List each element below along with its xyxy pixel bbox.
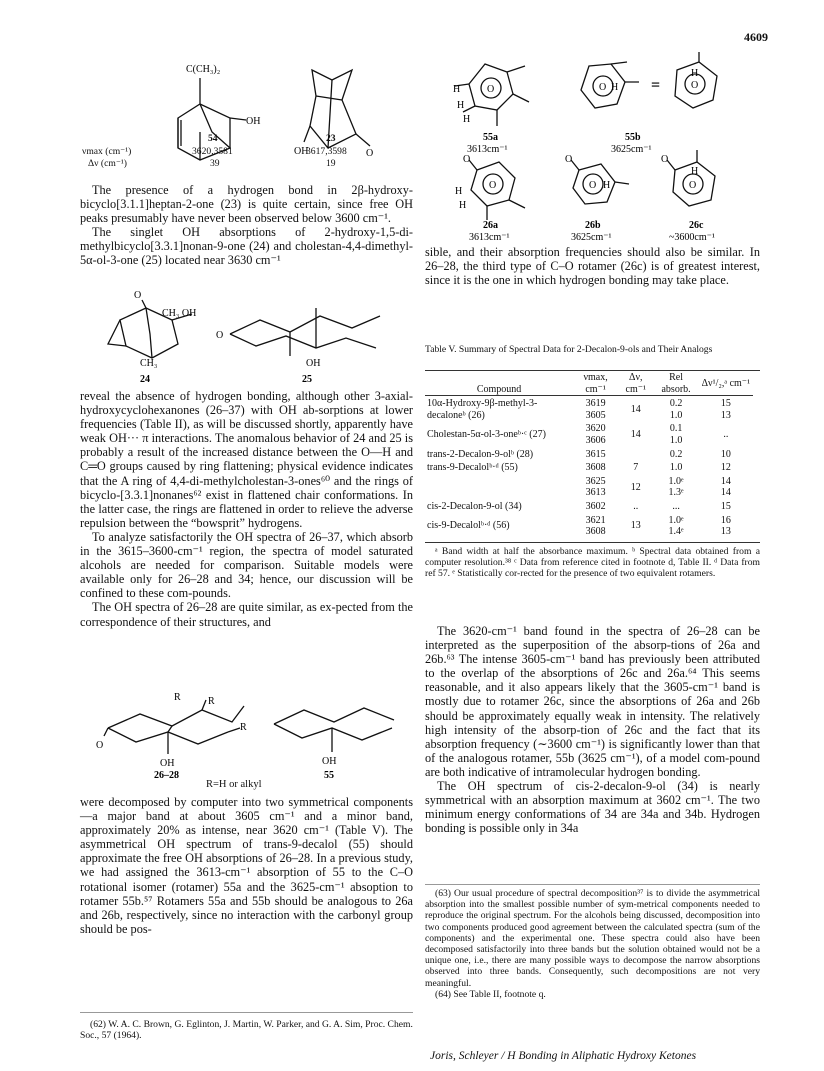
paragraph: The OH spectrum of cis-2-decalon-9-ol (34) is nearly symmetrical with an absorption maximum at 3602 cm⁻¹. The two minimum energy conformations of 34 are 34a and 34b. Hydrogen bonding is possible only in 34a bbox=[425, 779, 760, 836]
table-cell-rel bbox=[653, 396, 698, 422]
vmax-label: νmax (cm⁻¹) bbox=[82, 146, 132, 157]
label-54: 54 bbox=[208, 133, 218, 144]
label-26a: 26a bbox=[483, 220, 498, 231]
label-26c: 26c bbox=[689, 220, 704, 231]
dv-label: Δν (cm⁻¹) bbox=[88, 158, 127, 169]
right-text-block-2 bbox=[425, 624, 760, 835]
table-value: 10 bbox=[720, 448, 731, 460]
h-55a-3: H bbox=[463, 114, 471, 125]
o2-26b: O bbox=[589, 180, 597, 191]
table-cell-compound: cis-2-Decalon-9-ol (34) bbox=[427, 500, 522, 512]
table-value: 14 bbox=[720, 487, 731, 499]
table-value: 0.2 bbox=[669, 398, 683, 410]
table-cell-vmax bbox=[573, 396, 618, 422]
h-55b-2: H bbox=[691, 68, 699, 79]
freq-26c: ~3600cm⁻¹ bbox=[669, 232, 715, 240]
table-value: 3621 bbox=[585, 514, 606, 526]
table-value: 3619 bbox=[585, 398, 606, 410]
table-value: 1.3ᵉ bbox=[668, 487, 684, 499]
equals-sign: = bbox=[651, 77, 661, 94]
table-row bbox=[425, 460, 753, 474]
label-25: 25 bbox=[302, 374, 312, 385]
table-cell-vmax bbox=[573, 513, 618, 538]
table-value: 0.2 bbox=[669, 448, 683, 460]
table-value: 16 bbox=[720, 514, 731, 526]
left-text-block-3 bbox=[80, 795, 413, 936]
left-text-block-1 bbox=[80, 183, 413, 268]
table-cell-rel bbox=[653, 499, 698, 513]
fig3-caption: R=H or alkyl bbox=[206, 779, 262, 790]
table-value: ... bbox=[672, 500, 680, 512]
h-26b: H bbox=[603, 180, 611, 191]
table-cell-rel bbox=[653, 460, 698, 474]
label-26-28: 26–28 bbox=[154, 770, 179, 781]
table-cell-rel bbox=[653, 474, 698, 499]
fig1-substituent: C(CH₃)₂ bbox=[186, 64, 221, 75]
th-vmax: νmax, cm⁻¹ bbox=[583, 372, 608, 395]
label-55a: 55a bbox=[483, 132, 498, 143]
table-cell-dv: 14 bbox=[630, 403, 641, 415]
table-value: 3620 bbox=[585, 423, 606, 435]
table-value: 0.1 bbox=[669, 423, 683, 435]
table-cell-dv: 12 bbox=[630, 481, 641, 493]
footnote-64: (64) See Table II, footnote q. bbox=[435, 988, 546, 1000]
table-cell-vmax bbox=[573, 421, 618, 446]
table-row bbox=[425, 474, 753, 499]
fig2-oh-25: OH bbox=[306, 358, 321, 369]
table-value: 3605 bbox=[585, 409, 606, 421]
table-cell-dv12 bbox=[699, 421, 753, 446]
table-value: 1.0ᵉ bbox=[668, 514, 684, 526]
table-value: 1.0ᵉ bbox=[668, 475, 684, 487]
table-row bbox=[425, 513, 753, 538]
freq-26b: 3625cm⁻¹ bbox=[571, 232, 612, 240]
fig1-oh-23: OH bbox=[294, 146, 309, 157]
table-cell-dv12 bbox=[699, 460, 753, 474]
paragraph: were decomposed by computer into two symmetrical components—a major band at about 3605 cm⁻¹ and a minor band, approximately 20% as intense, near 3620 cm⁻¹ (Table V). The asymmetrical OH spectrum of trans-9-decalol (55) should approximate the free OH absorptions of 26–28. In a previous study, we had assigned the 3613-cm⁻¹ absorption of 55 to the C–O rotational isomer (rotamer) 55a and the 3625-cm⁻¹ absoption to rotamer 55b.⁵⁷ Rotamers 55a and 55b should be analogous to 26a and 26b, respectively, since no interaction with the carbonyl group should be pos- bbox=[80, 795, 413, 936]
th-dv12: Δν¹/₂,ᵃ cm⁻¹ bbox=[701, 377, 751, 389]
table-cell-dv: 14 bbox=[630, 429, 641, 441]
paragraph: reveal the absence of hydrogen bonding, although other 3-axial-hydroxycyclohexanones (26–37) with OH ab-sorptions at lower frequencies (Table II), as will be discussed shortly, apparently have weak OH··· π interactions. The anomalous behavior of 24 and 25 is probably a result of the increased distance between the O—H and C═O groups caused by ring flattening; physical evidence indicates that the A ring of 4,4-di-methylcholestan-3-ones⁶⁰ and the rings of bicyclo-[3.3.1]nonanes⁶² exist in flattened chair conformations. In the latter case, the rings are flattened in order to relieve the adverse repulsion between the “bowsprit” hydrogens. bbox=[80, 389, 413, 530]
table-row bbox=[425, 396, 753, 422]
table-cell-dv12 bbox=[699, 396, 753, 422]
h-55b: H bbox=[611, 82, 619, 93]
table-value: 13 bbox=[720, 409, 731, 421]
o2-26a: O bbox=[489, 180, 497, 191]
paragraph: The presence of a hydrogen bond in 2β-hydroxy-bicyclo[3.1.1]heptan-2-one (23) is quite certain, since free OH peaks presumably have never been observed below 3600 cm⁻¹. bbox=[80, 183, 413, 226]
o-55a: O bbox=[487, 84, 495, 95]
table-value: 3606 bbox=[585, 434, 606, 446]
o-26b: O bbox=[565, 154, 573, 165]
figure-rotamers bbox=[425, 52, 760, 240]
table-cell-compound: trans-2-Decalon-9-olᵇ (28) bbox=[427, 448, 534, 460]
dv-23: 19 bbox=[326, 158, 336, 169]
freq-26a: 3613cm⁻¹ bbox=[469, 232, 510, 240]
fig3-o: O bbox=[96, 740, 104, 751]
table-value: 13 bbox=[720, 526, 731, 538]
table-value: 3608 bbox=[585, 462, 606, 474]
dv-54: 39 bbox=[210, 158, 220, 169]
o-55b: O bbox=[599, 82, 607, 93]
figure-54-23 bbox=[80, 56, 410, 178]
fig2-o-25: O bbox=[216, 330, 224, 341]
table-value: .. bbox=[723, 429, 729, 441]
th-compound: Compound bbox=[476, 383, 522, 395]
table-cell-vmax bbox=[573, 460, 618, 474]
label-55b: 55b bbox=[625, 132, 641, 143]
table-cell-dv: .. bbox=[633, 500, 639, 512]
footnote-rule-right bbox=[425, 884, 760, 885]
h-26c: H bbox=[691, 166, 699, 177]
o-26c: O bbox=[661, 154, 669, 165]
table-cell-dv12 bbox=[699, 499, 753, 513]
paragraph: The OH spectra of 26–28 are quite similar, as ex-pected from the correspondence of their structures, and bbox=[80, 600, 413, 629]
figure-24-25 bbox=[80, 286, 413, 386]
fig3-r3: R bbox=[240, 722, 247, 733]
label-24: 24 bbox=[140, 374, 150, 385]
vmax-23: 3617,3598 bbox=[306, 146, 347, 157]
vmax-54: 3620,3581 bbox=[192, 146, 233, 157]
fig1-o-23: O bbox=[366, 148, 374, 159]
fig2-o-24: O bbox=[134, 290, 142, 301]
table-rule-top bbox=[425, 370, 760, 371]
label-23: 23 bbox=[326, 133, 336, 144]
table-cell-vmax bbox=[573, 447, 618, 461]
table-v bbox=[425, 372, 753, 538]
table-cell-dv12 bbox=[699, 513, 753, 538]
th-dv: Δν, cm⁻¹ bbox=[625, 372, 647, 395]
table-value: 14 bbox=[720, 475, 731, 487]
th-rel: Rel absorb. bbox=[661, 372, 691, 395]
table-cell-vmax bbox=[573, 499, 618, 513]
footnote-63: (63) Our usual procedure of spectral decomposition³⁷ is to divide the asymmetrical absorption into the smallest possible number of sym-metrical components needed to reproduce the original spectrum. For the alcohols being discussed, decomposition into two components produced good agreement between the calculated spectra (sum of the components) and the experimental one. These spectra could also have been decomposed satisfactorily into three bands but the solution obtained would not be a unique one, i.e., there are many possible ways to decompose the narrow absorptions observed into three bands. Consequently, such decompositions are not very meaningful. bbox=[425, 888, 760, 989]
table-cell-dv bbox=[618, 447, 653, 461]
table-value: 15 bbox=[720, 398, 731, 410]
page-number: 4609 bbox=[744, 30, 768, 44]
paragraph: The singlet OH absorptions of 2-hydroxy-1,5-di-methylbicyclo[3.3.1]nonan-9-one (24) and cholestan-4,4-dimethyl-5α-ol-3-one (25) located near 3630 cm⁻¹ bbox=[80, 225, 413, 268]
table-row bbox=[425, 499, 753, 513]
page-footer: Joris, Schleyer / H Bonding in Aliphatic Hydroxy Ketones bbox=[430, 1050, 697, 1062]
table-value: 3625 bbox=[585, 475, 606, 487]
table-cell-compound: trans-9-Decalolᵇ·ᵈ (55) bbox=[427, 462, 518, 474]
fig3-r1: R bbox=[174, 692, 181, 703]
table-value: 1.0 bbox=[669, 409, 683, 421]
table-value: 3615 bbox=[585, 448, 606, 460]
table-footnotes: ᵃ Band width at half the absorbance maximum. ᵇ Spectral data obtained from a computer resolution.³⁸ ᶜ Data from reference cited in footnote d, Table II. ᵈ Data from ref 57. ᵉ Statistically cor-rected for the presence of two equivalent rotamers. bbox=[425, 542, 760, 580]
table-value: 15 bbox=[720, 500, 731, 512]
table-value: 12 bbox=[720, 462, 731, 474]
h-55a-2: H bbox=[457, 100, 465, 111]
h-55a-1: H bbox=[453, 84, 461, 95]
fig2-ch3oh: CH₃ OH bbox=[162, 308, 197, 319]
table-row bbox=[425, 421, 753, 446]
table-cell-compound: 10α-Hydroxy-9β-methyl-3-decaloneᵇ (26) bbox=[427, 398, 538, 421]
fig3-oh-55: OH bbox=[322, 756, 337, 767]
table-value: 3613 bbox=[585, 487, 606, 499]
table-cell-dv12 bbox=[699, 474, 753, 499]
fig2-ch3: CH₃ bbox=[140, 358, 158, 369]
table-value: 1.4ᵉ bbox=[668, 526, 684, 538]
label-26b: 26b bbox=[585, 220, 601, 231]
table-cell-rel bbox=[653, 421, 698, 446]
table-cell-compound bbox=[425, 474, 573, 499]
left-text-block-2 bbox=[80, 389, 413, 629]
paragraph: The 3620-cm⁻¹ band found in the spectra of 26–28 can be interpreted as the superposition of the absorp-tions of 26a and 26b.⁶³ The intense 3605-cm⁻¹ band has previously been attributed to the overlap of the absorptions of 26c and 26a.⁶⁴ This seems reasonable, and it also appears likely that the 3605-cm⁻¹ band is mostly due to rotamer 26c, since the absorptions of 26a and 26b should be approximately equally weak in intensity. The relatively high intensity of the absorp-tion of 26c and the fact that its absorption frequency (∼3600 cm⁻¹) is significantly lower than that of the analogous rotamer, 55b (3625 cm⁻¹), of a model com-pound are both indicative of intramolecular hydrogen bonding. bbox=[425, 624, 760, 779]
o2-26c: O bbox=[689, 180, 697, 191]
label-55: 55 bbox=[324, 770, 334, 781]
fig3-oh-26: OH bbox=[160, 758, 175, 769]
footnotes-right bbox=[425, 888, 760, 1000]
table-cell-dv12 bbox=[699, 447, 753, 461]
h-26a-2: H bbox=[459, 200, 467, 211]
o-26a: O bbox=[463, 154, 471, 165]
footnote-62: (62) W. A. C. Brown, G. Eglinton, J. Martin, W. Parker, and G. A. Sim, Proc. Chem. Soc., 57 (1964). bbox=[80, 1019, 413, 1042]
footnote-rule bbox=[80, 1012, 413, 1013]
table-cell-compound: cis-9-Decalolᵇ·ᵈ (56) bbox=[427, 520, 510, 532]
table-value: 3602 bbox=[585, 500, 606, 512]
fig1-oh-54: OH bbox=[246, 116, 261, 127]
figure-26-28-55 bbox=[80, 692, 413, 788]
table-body bbox=[425, 396, 753, 538]
table-cell-dv: 7 bbox=[633, 462, 639, 474]
freq-55b: 3625cm⁻¹ bbox=[611, 144, 652, 155]
paragraph: sible, and their absorption frequencies should also be similar. In 26–28, the third type of C–O rotamer (26c) is of greatest interest, since it is the one in which hydrogen bonding may take place. bbox=[425, 245, 760, 288]
table-title: Table V. Summary of Spectral Data for 2-Decalon-9-ols and Their Analogs bbox=[425, 344, 713, 355]
table-row bbox=[425, 447, 753, 461]
table-cell-rel bbox=[653, 447, 698, 461]
table-value: 1.0 bbox=[669, 462, 683, 474]
paragraph: To analyze satisfactorily the OH spectra of 26–37, which absorb in the 3615–3600-cm⁻¹ region, the spectra of model saturated alcohols are needed for comparison. Suitable models were available only for 26–28 and 34; hence, our discussion will be confined to these com-pounds. bbox=[80, 529, 413, 601]
right-text-block-1 bbox=[425, 245, 760, 287]
table-cell-rel bbox=[653, 513, 698, 538]
h-26a-1: H bbox=[455, 186, 463, 197]
table-value: 1.0 bbox=[669, 434, 683, 446]
o-55b-2: O bbox=[691, 80, 699, 91]
table-value: 3608 bbox=[585, 526, 606, 538]
freq-55a: 3613cm⁻¹ bbox=[467, 144, 508, 155]
fig3-r2: R bbox=[208, 696, 215, 707]
table-cell-dv: 13 bbox=[630, 520, 641, 532]
table-cell-vmax bbox=[573, 474, 618, 499]
table-cell-compound: Cholestan-5α-ol-3-oneᵇ·ᶜ (27) bbox=[427, 429, 546, 441]
